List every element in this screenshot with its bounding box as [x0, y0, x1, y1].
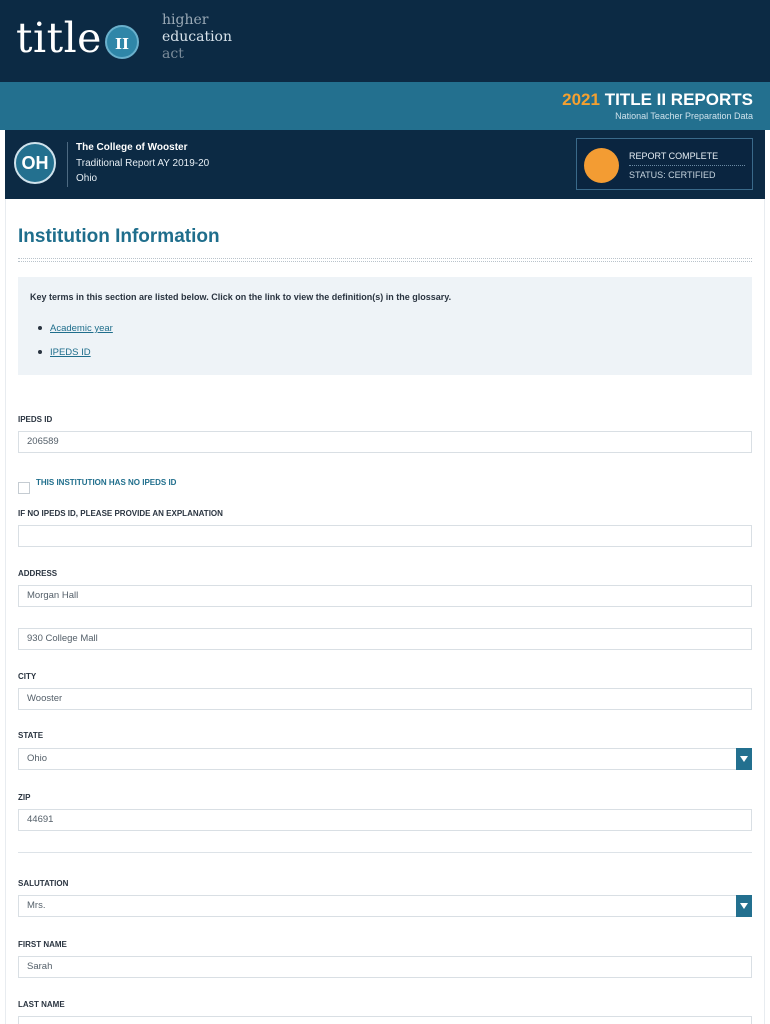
no-ipeds-label[interactable]: THIS INSTITUTION HAS NO IPEDS ID [36, 478, 177, 487]
explanation-label: IF NO IPEDS ID, PLEASE PROVIDE AN EXPLANATION [18, 509, 223, 518]
city-label: CITY [18, 672, 37, 681]
state-select[interactable] [18, 748, 752, 770]
logo-badge: II [105, 25, 139, 59]
page-title: Institution Information [18, 226, 220, 247]
reports-title [562, 90, 753, 110]
address-line1-field[interactable]: Morgan Hall [18, 585, 752, 607]
institution-divider [67, 142, 68, 187]
salutation-label: SALUTATION [18, 879, 69, 888]
logo-line-act: act [162, 46, 184, 62]
reports-subtitle: National Teacher Preparation Data [615, 111, 753, 121]
salutation-select[interactable] [18, 895, 752, 917]
reports-year: 2021 [562, 90, 600, 109]
status-complete-text: REPORT COMPLETE [629, 151, 719, 161]
institution-state: Ohio [76, 173, 98, 184]
report-name: Traditional Report AY 2019-20 [76, 157, 210, 169]
logo-line-higher: higher [162, 12, 209, 28]
key-term-item [38, 323, 113, 334]
city-field[interactable]: Wooster [18, 688, 752, 710]
section-divider [18, 852, 752, 853]
last-name-field[interactable] [18, 1016, 752, 1024]
status-separator [629, 165, 745, 166]
report-status-box [576, 138, 753, 190]
bullet-icon [38, 326, 42, 330]
ipeds-id-label: IPEDS ID [18, 415, 53, 424]
site-header [0, 0, 770, 82]
logo-title[interactable]: title [16, 14, 102, 62]
salutation-select-value: Mrs. [27, 900, 46, 911]
status-certified-text: STATUS: CERTIFIED [629, 170, 716, 180]
chevron-down-icon[interactable] [736, 895, 752, 917]
last-name-label: LAST NAME [18, 1000, 65, 1009]
bullet-icon [38, 350, 42, 354]
ipeds-id-field[interactable]: 206589 [18, 431, 752, 453]
state-label: STATE [18, 731, 44, 740]
key-terms-intro: Key terms in this section are listed below. Click on the link to view the definition(s) in the glossary. [30, 292, 452, 302]
first-name-label: FIRST NAME [18, 940, 67, 949]
logo-line-education: education [162, 29, 232, 45]
no-ipeds-checkbox[interactable] [18, 482, 30, 494]
explanation-field[interactable] [18, 525, 752, 547]
state-badge: OH [14, 142, 56, 184]
address-label: ADDRESS [18, 569, 58, 578]
chevron-down-icon[interactable] [736, 748, 752, 770]
glossary-link-academic-year[interactable]: Academic year [50, 323, 113, 334]
address-line2-field[interactable]: 930 College Mall [18, 628, 752, 650]
title-rule [18, 258, 752, 262]
zip-field[interactable]: 44691 [18, 809, 752, 831]
glossary-link-ipeds-id[interactable]: IPEDS ID [50, 347, 91, 358]
reports-title-text: TITLE II REPORTS [604, 90, 753, 109]
reports-bar [0, 82, 770, 130]
key-term-item [38, 347, 91, 358]
institution-name: The College of Wooster [76, 142, 188, 153]
first-name-field[interactable]: Sarah [18, 956, 752, 978]
zip-label: ZIP [18, 793, 31, 802]
state-select-value: Ohio [27, 753, 48, 764]
status-indicator-icon [584, 148, 619, 183]
logo-subtitle [162, 12, 232, 63]
institution-bar [5, 130, 765, 199]
key-terms-box [18, 277, 752, 375]
institution-info [76, 140, 209, 187]
